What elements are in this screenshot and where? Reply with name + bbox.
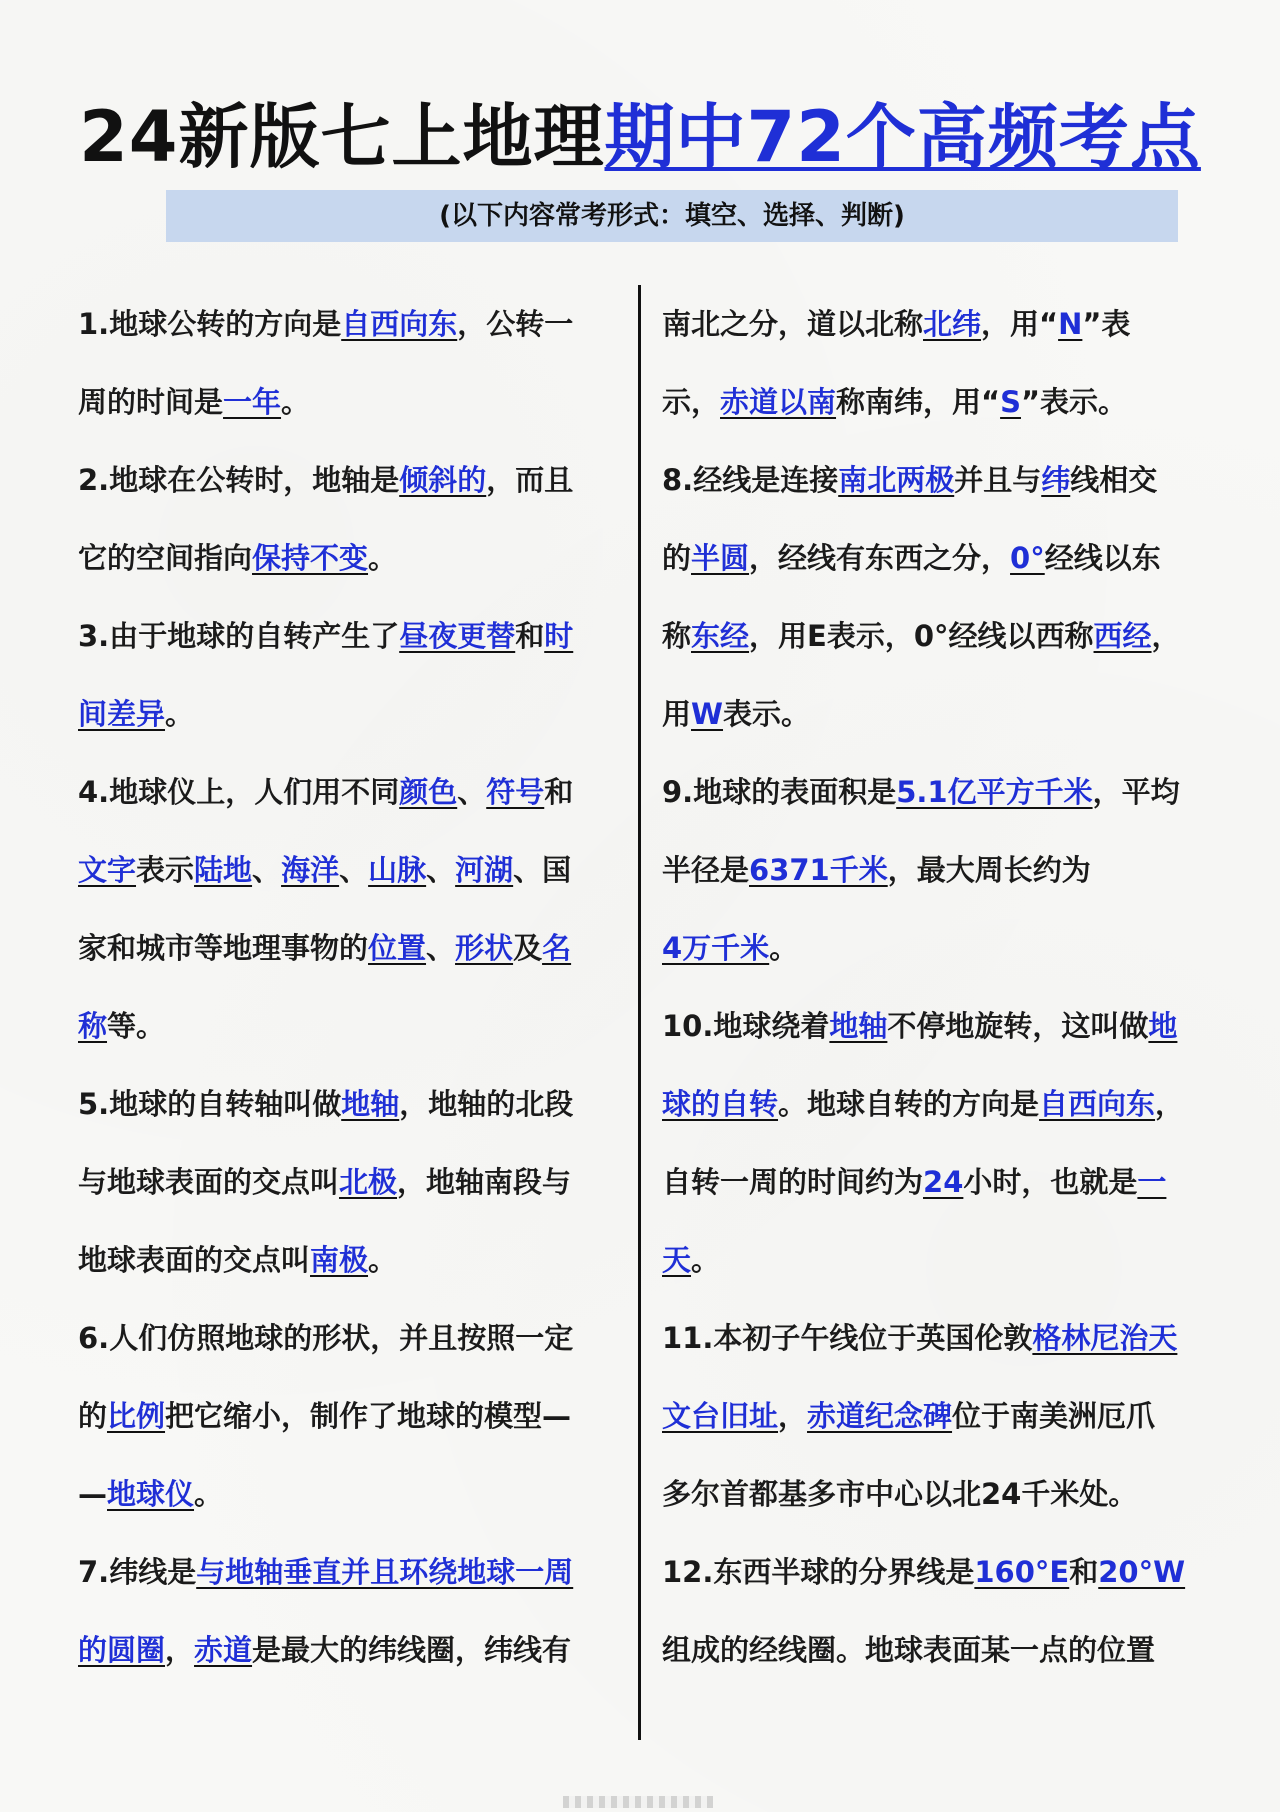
text-segment: 和 bbox=[544, 775, 574, 809]
text-line bbox=[78, 909, 618, 987]
text-line bbox=[78, 1221, 618, 1299]
text-segment: ，最大周长约为 bbox=[887, 853, 1091, 887]
answer-highlight: 自西向东 bbox=[341, 307, 458, 341]
text-line bbox=[662, 519, 1202, 597]
text-line bbox=[78, 987, 618, 1065]
text-segment: 用 bbox=[662, 697, 692, 731]
text-segment: 示， bbox=[662, 385, 721, 419]
text-line bbox=[662, 1455, 1202, 1533]
text-segment: 并且与 bbox=[954, 463, 1042, 497]
text-line bbox=[78, 597, 618, 675]
answer-highlight: 纬 bbox=[1041, 463, 1071, 497]
answer-highlight: 陆地 bbox=[194, 853, 253, 887]
answer-highlight: 昼夜更替 bbox=[399, 619, 516, 653]
text-segment: 称南纬，用“ bbox=[836, 385, 1001, 419]
text-line bbox=[78, 285, 618, 363]
text-segment: 。 bbox=[368, 541, 398, 575]
answer-highlight: 天 bbox=[662, 1243, 692, 1277]
answer-highlight: 格林尼治天 bbox=[1032, 1321, 1178, 1355]
text-segment: 它的空间指向 bbox=[78, 541, 253, 575]
text-line bbox=[662, 441, 1202, 519]
text-line bbox=[662, 597, 1202, 675]
answer-highlight: S bbox=[1000, 385, 1021, 419]
answer-highlight: 160°E bbox=[974, 1555, 1070, 1589]
answer-highlight: 南极 bbox=[310, 1243, 369, 1277]
text-line bbox=[662, 1065, 1202, 1143]
answer-highlight: 河湖 bbox=[455, 853, 514, 887]
text-segment: ， bbox=[165, 1633, 195, 1667]
text-segment: 和 bbox=[1069, 1555, 1099, 1589]
title-part-black: 24新版七上地理 bbox=[79, 96, 605, 178]
answer-highlight: 5.1亿平方千米 bbox=[896, 775, 1093, 809]
text-segment: ， bbox=[1155, 1087, 1185, 1121]
text-segment: 位于南美洲厄爪 bbox=[952, 1399, 1156, 1433]
text-segment: 家和城市等地理事物的 bbox=[78, 931, 369, 965]
text-segment: ，用E表示，0°经线以西称 bbox=[749, 619, 1094, 653]
text-line bbox=[78, 1299, 618, 1377]
text-segment: 地球表面的交点叫 bbox=[78, 1243, 311, 1277]
answer-highlight: 南北两极 bbox=[838, 463, 955, 497]
text-segment: 把它缩小，制作了地球的模型— bbox=[165, 1399, 572, 1433]
text-segment: 7.纬线是 bbox=[78, 1555, 197, 1589]
text-line bbox=[662, 909, 1202, 987]
text-line bbox=[662, 675, 1202, 753]
text-line bbox=[662, 1143, 1202, 1221]
answer-highlight: 半圆 bbox=[691, 541, 750, 575]
answer-highlight: 0° bbox=[1010, 541, 1045, 575]
answer-highlight: 符号 bbox=[486, 775, 545, 809]
text-segment: 。 bbox=[769, 931, 799, 965]
answer-highlight: 文台旧址 bbox=[662, 1399, 779, 1433]
text-line bbox=[662, 1533, 1202, 1611]
text-segment: — bbox=[78, 1477, 107, 1511]
text-line bbox=[662, 1611, 1202, 1689]
text-segment: 及 bbox=[513, 931, 543, 965]
answer-highlight: 6371千米 bbox=[749, 853, 888, 887]
text-segment: ，公转一 bbox=[457, 307, 574, 341]
answer-highlight: 地球仪 bbox=[107, 1477, 195, 1511]
answer-highlight: 称 bbox=[78, 1009, 108, 1043]
text-segment: 等。 bbox=[107, 1009, 166, 1043]
text-segment: 。 bbox=[194, 1477, 224, 1511]
text-segment: 、 bbox=[339, 853, 369, 887]
text-segment: 周的时间是 bbox=[78, 385, 224, 419]
answer-highlight: 24 bbox=[923, 1165, 964, 1199]
answer-highlight: 赤道以南 bbox=[720, 385, 837, 419]
text-segment: 线相交 bbox=[1070, 463, 1158, 497]
text-line bbox=[78, 441, 618, 519]
text-line bbox=[78, 1533, 618, 1611]
answer-highlight: 北极 bbox=[339, 1165, 398, 1199]
answer-highlight: 文字 bbox=[78, 853, 137, 887]
text-segment: ，用“ bbox=[981, 307, 1059, 341]
text-segment: 4.地球仪上，人们用不同 bbox=[78, 775, 400, 809]
answer-highlight: 4万千米 bbox=[662, 931, 770, 965]
answer-highlight: 赤道 bbox=[194, 1633, 253, 1667]
text-segment: 、 bbox=[426, 931, 456, 965]
answer-highlight: 球的自转 bbox=[662, 1087, 779, 1121]
text-line bbox=[78, 1065, 618, 1143]
text-segment: 5.地球的自转轴叫做 bbox=[78, 1087, 342, 1121]
answer-highlight: 地轴 bbox=[829, 1009, 888, 1043]
text-segment: 和 bbox=[515, 619, 545, 653]
text-segment: 表示 bbox=[136, 853, 195, 887]
text-line bbox=[78, 675, 618, 753]
answer-highlight: 时 bbox=[544, 619, 574, 653]
answer-highlight: 赤道纪念碑 bbox=[807, 1399, 953, 1433]
answer-highlight: 间差异 bbox=[78, 697, 166, 731]
text-segment: 、国 bbox=[513, 853, 572, 887]
text-segment: ，地轴南段与 bbox=[397, 1165, 572, 1199]
text-segment: ，地轴的北段 bbox=[399, 1087, 574, 1121]
answer-highlight: 倾斜的 bbox=[399, 463, 487, 497]
text-segment: 不停地旋转，这叫做 bbox=[887, 1009, 1149, 1043]
text-line bbox=[78, 1143, 618, 1221]
answer-highlight: 与地轴垂直并且环绕地球一周 bbox=[196, 1555, 574, 1589]
answer-highlight: 地 bbox=[1148, 1009, 1178, 1043]
text-segment: 南北之分，道以北称 bbox=[662, 307, 924, 341]
text-line bbox=[78, 1611, 618, 1689]
text-segment: ， bbox=[1151, 619, 1181, 653]
right-column bbox=[662, 285, 1202, 1689]
text-line bbox=[662, 285, 1202, 363]
text-segment: 的 bbox=[78, 1399, 108, 1433]
answer-highlight: 一年 bbox=[223, 385, 282, 419]
text-segment: 的 bbox=[662, 541, 692, 575]
answer-highlight: 海洋 bbox=[281, 853, 340, 887]
text-line bbox=[78, 363, 618, 441]
answer-highlight: 位置 bbox=[368, 931, 427, 965]
text-segment: ，经线有东西之分， bbox=[749, 541, 1011, 575]
text-line bbox=[662, 1377, 1202, 1455]
text-line bbox=[662, 831, 1202, 909]
text-line bbox=[662, 1299, 1202, 1377]
text-segment: 。 bbox=[368, 1243, 398, 1277]
text-segment: 、 bbox=[426, 853, 456, 887]
text-segment: 8.经线是连接 bbox=[662, 463, 839, 497]
text-segment: 、 bbox=[457, 775, 487, 809]
column-divider bbox=[638, 285, 641, 1740]
text-segment: 是最大的纬线圈，纬线有 bbox=[252, 1633, 572, 1667]
text-line bbox=[662, 1221, 1202, 1299]
text-segment: 。地球自转的方向是 bbox=[778, 1087, 1040, 1121]
text-segment: 11.本初子午线位于英国伦敦 bbox=[662, 1321, 1033, 1355]
answer-highlight: 山脉 bbox=[368, 853, 427, 887]
text-segment: ”表 bbox=[1082, 307, 1131, 341]
answer-highlight: 20°W bbox=[1098, 1555, 1186, 1589]
text-segment: 、 bbox=[252, 853, 282, 887]
text-segment: 2.地球在公转时，地轴是 bbox=[78, 463, 400, 497]
text-segment: 。 bbox=[281, 385, 311, 419]
text-line bbox=[662, 363, 1202, 441]
answer-highlight: 一 bbox=[1137, 1165, 1167, 1199]
answer-highlight: 比例 bbox=[107, 1399, 166, 1433]
answer-highlight: 保持不变 bbox=[252, 541, 369, 575]
page-title bbox=[0, 92, 1280, 182]
answer-highlight: N bbox=[1058, 307, 1083, 341]
text-segment: 12.东西半球的分界线是 bbox=[662, 1555, 975, 1589]
answer-highlight: 东经 bbox=[691, 619, 750, 653]
answer-highlight: 西经 bbox=[1093, 619, 1152, 653]
answer-highlight: 北纬 bbox=[923, 307, 982, 341]
text-line bbox=[78, 753, 618, 831]
text-line bbox=[662, 753, 1202, 831]
text-segment: 。 bbox=[691, 1243, 721, 1277]
text-segment: 与地球表面的交点叫 bbox=[78, 1165, 340, 1199]
text-segment: 表示。 bbox=[723, 697, 811, 731]
text-segment: 半径是 bbox=[662, 853, 750, 887]
answer-highlight: 颜色 bbox=[399, 775, 458, 809]
text-line bbox=[78, 519, 618, 597]
text-segment: 组成的经线圈。地球表面某一点的位置 bbox=[662, 1633, 1156, 1667]
subtitle-banner: (以下内容常考形式：填空、选择、判断) bbox=[166, 190, 1178, 242]
left-column bbox=[78, 285, 618, 1689]
answer-highlight: 地轴 bbox=[341, 1087, 400, 1121]
text-segment: 小时，也就是 bbox=[963, 1165, 1138, 1199]
answer-highlight: 形状 bbox=[455, 931, 514, 965]
answer-highlight: 的圆圈 bbox=[78, 1633, 166, 1667]
text-line bbox=[78, 831, 618, 909]
text-segment: 。 bbox=[165, 697, 195, 731]
text-segment: 6.人们仿照地球的形状，并且按照一定 bbox=[78, 1321, 574, 1355]
text-line bbox=[78, 1455, 618, 1533]
text-segment: ， bbox=[778, 1399, 808, 1433]
text-segment: 多尔首都基多市中心以北24千米处。 bbox=[662, 1477, 1138, 1511]
answer-highlight: 名 bbox=[542, 931, 572, 965]
title-part-blue: 期中72个高频考点 bbox=[604, 96, 1201, 178]
text-line bbox=[662, 987, 1202, 1065]
answer-highlight: W bbox=[691, 697, 724, 731]
text-segment: 自转一周的时间约为 bbox=[662, 1165, 924, 1199]
answer-highlight: 自西向东 bbox=[1039, 1087, 1156, 1121]
page-scroll-indicator[interactable] bbox=[563, 1796, 713, 1808]
text-segment: ，平均 bbox=[1092, 775, 1180, 809]
text-line bbox=[78, 1377, 618, 1455]
text-segment: ，而且 bbox=[486, 463, 574, 497]
text-segment: 10.地球绕着 bbox=[662, 1009, 830, 1043]
text-segment: 3.由于地球的自转产生了 bbox=[78, 619, 400, 653]
text-segment: 9.地球的表面积是 bbox=[662, 775, 897, 809]
text-segment: ”表示。 bbox=[1020, 385, 1128, 419]
text-segment: 称 bbox=[662, 619, 692, 653]
text-segment: 经线以东 bbox=[1044, 541, 1161, 575]
text-segment: 1.地球公转的方向是 bbox=[78, 307, 342, 341]
